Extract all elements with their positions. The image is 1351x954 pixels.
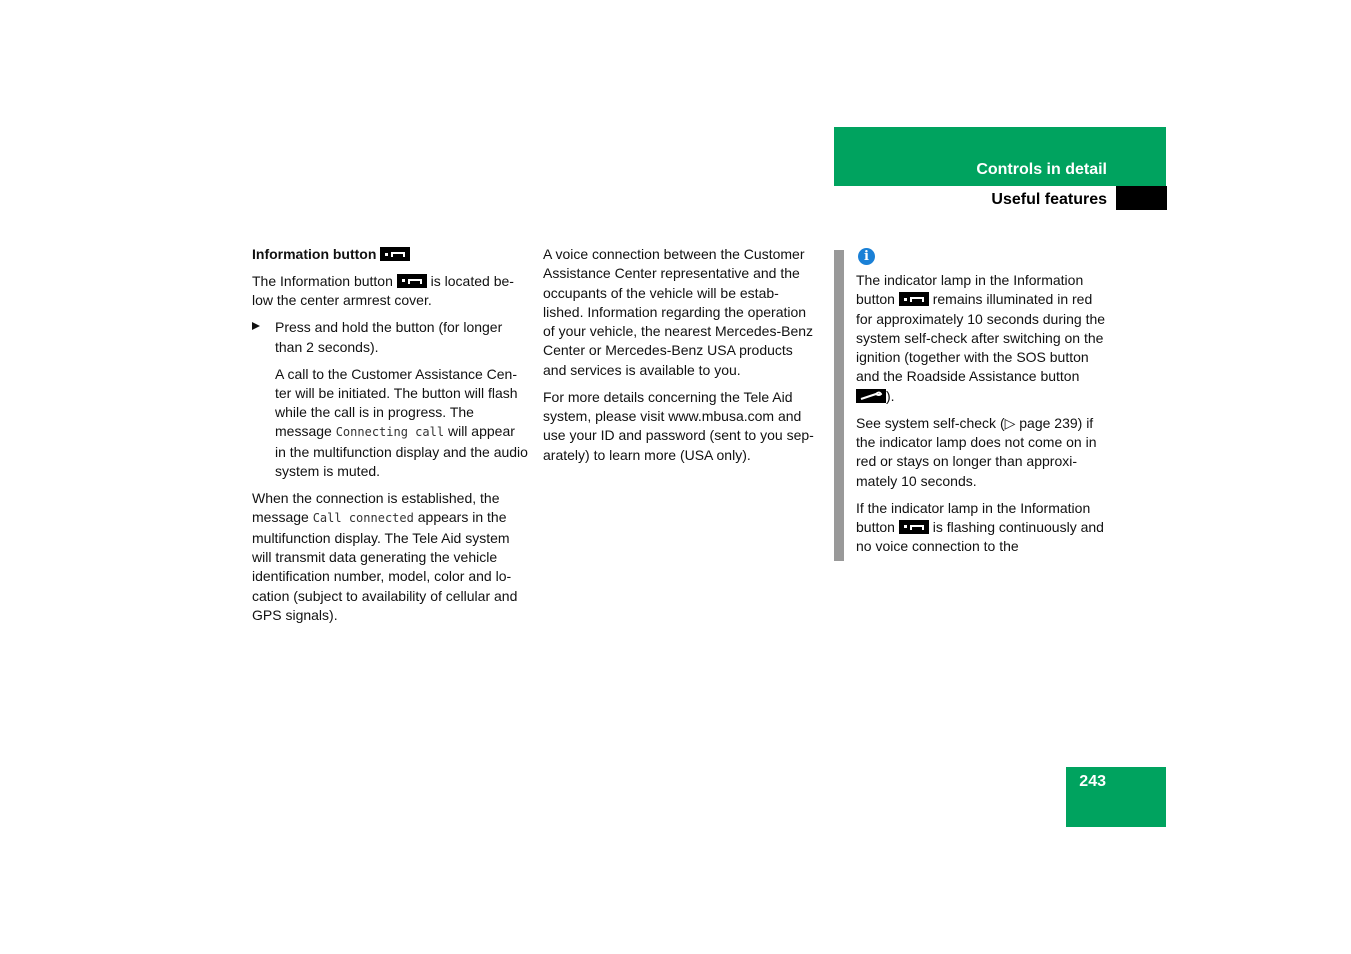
information-button-key-icon [899, 292, 929, 306]
heading-text: Information button [252, 246, 377, 262]
info-box-bar [834, 250, 844, 561]
info-paragraph-lamp [856, 271, 1108, 406]
info-box-text [856, 271, 1108, 564]
text-span: When the connection is established, the message [252, 490, 500, 526]
column-middle [543, 245, 819, 473]
paragraph-connection [252, 489, 528, 625]
paragraph-location [252, 272, 528, 311]
text-span: A call to the Customer Assistance Cen-ter will be initiated. The button will flash while the call is in progress. The message [275, 365, 518, 440]
page-number: 243 [1079, 773, 1106, 790]
text-span: If the indicator lamp in the Information button [856, 499, 1091, 535]
paragraph-voice-connection: A voice connection between the Customer Assistance Center representative and the occupants of the vehicle will be estab-lished. Information regarding the operation of your vehicle, the nearest Mercedes-Benz Center or Mercedes-Benz USA products and services is available to you. [543, 246, 814, 378]
section-title: Controls in detail [976, 161, 1107, 178]
text-span: The Information button [252, 272, 393, 289]
instruction-step [252, 318, 528, 357]
instruction-text: Press and hold the button (for longer than 2 seconds). [275, 319, 503, 355]
column-left [252, 245, 528, 633]
text-span: ). [886, 387, 895, 404]
text-span: appears in the multifunction display. The Tele Aid system will transmit data generating the vehicle identification number, model, color and lo-cation (subject to availability of cellular and GPS signals). [252, 509, 518, 623]
text-span: is located be-low the center armrest cover. [252, 272, 514, 309]
display-message: Call connected [312, 511, 414, 526]
information-button-heading [252, 245, 528, 264]
info-paragraph-flashing [856, 499, 1108, 557]
triangle-bullet-icon [252, 322, 260, 330]
roadside-assistance-key-icon [856, 389, 886, 403]
information-button-key-icon [899, 520, 929, 534]
information-button-key-icon [380, 247, 410, 261]
text-span: remains illuminated in red for approximately 10 seconds during the system self-check after switching on the ignition (together with the SOS button and the Roadside Assistance button [856, 291, 1106, 385]
info-paragraph-self-check: See system self-check (▷ page 239) if the indicator lamp does not come on in red or stays on longer than approxi-mately 10 seconds. [856, 414, 1097, 489]
info-icon: i [858, 248, 875, 265]
step-result-paragraph [252, 365, 528, 482]
section-subtitle: Useful features [991, 191, 1107, 208]
information-button-key-icon [397, 274, 427, 288]
text-span: will appear in the multifunction display and the audio system is muted. [275, 423, 528, 480]
display-message: Connecting call [335, 425, 445, 440]
subtitle-marker-block [1116, 186, 1167, 210]
text-span: The indicator lamp in the Information button [856, 272, 1084, 308]
paragraph-more-details: For more details concerning the Tele Aid system, please visit www.mbusa.com and use your ID and password (sent to you sep-arately) to learn more (USA only). [543, 388, 814, 463]
text-span: is flashing continuously and no voice connection to the [856, 518, 1104, 555]
